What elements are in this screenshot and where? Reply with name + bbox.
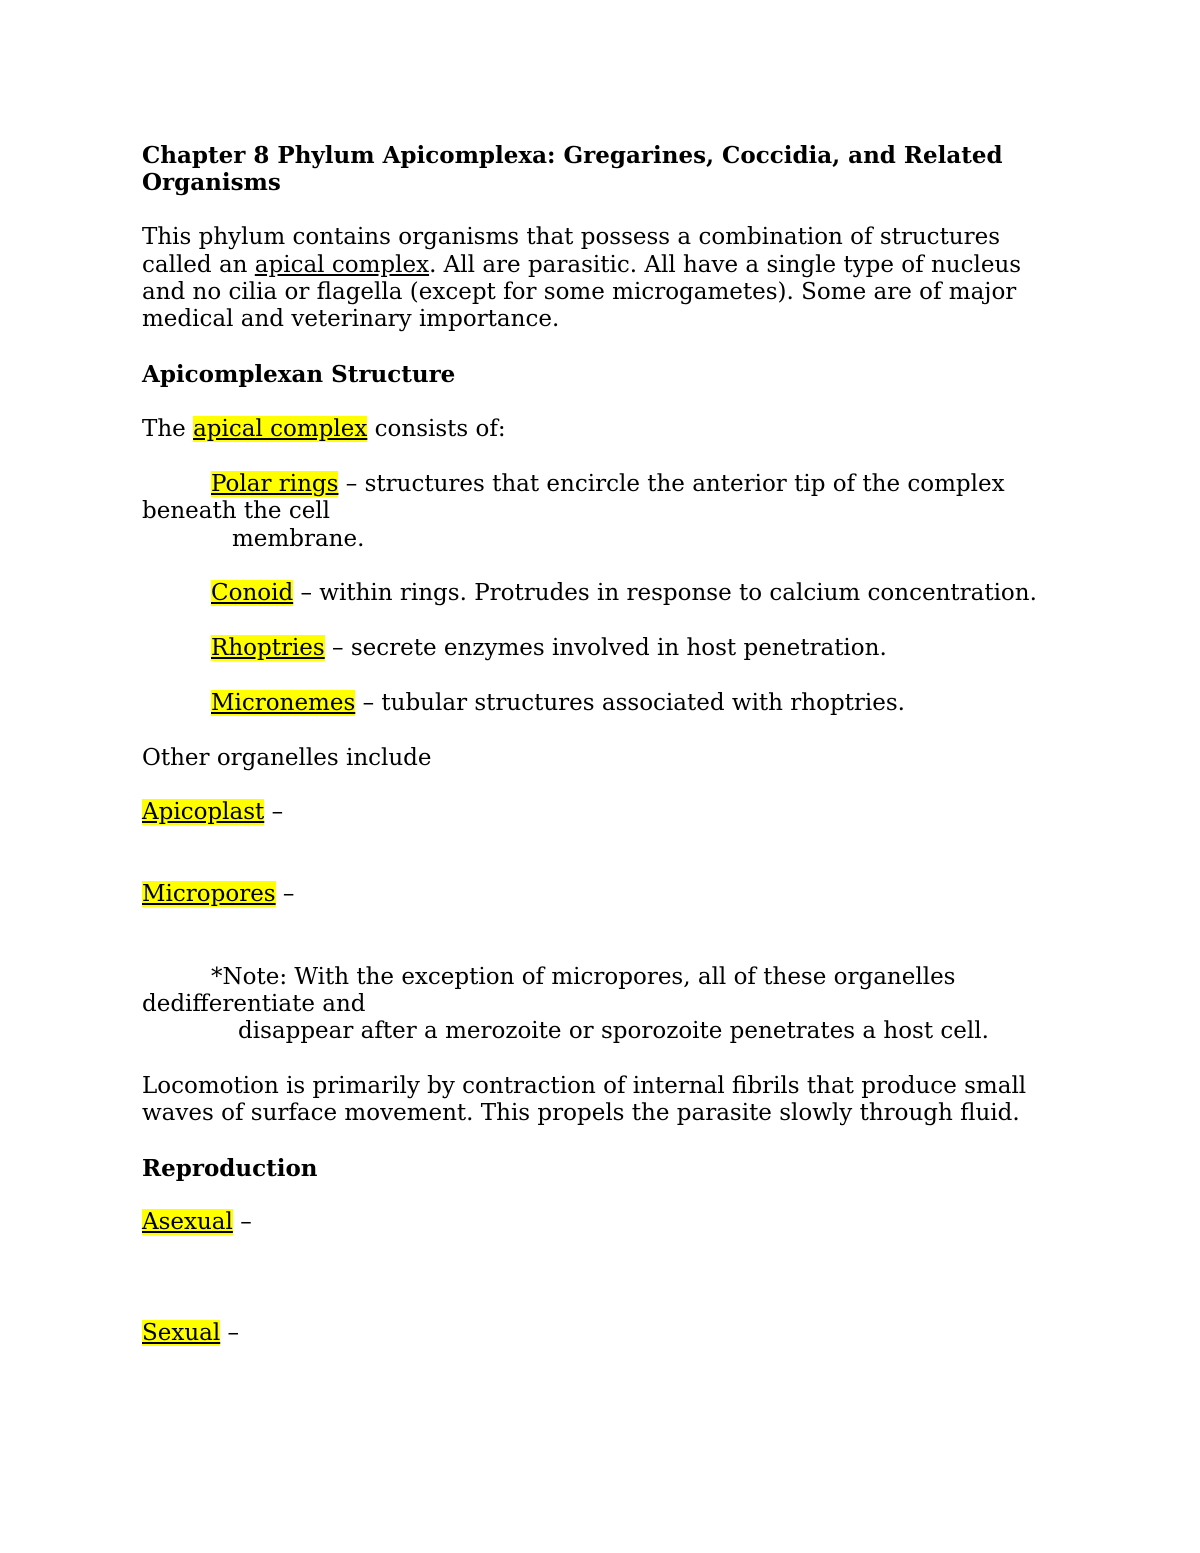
section-heading-reproduction: Reproduction: [142, 1155, 318, 1182]
apical-intro-pre: The: [142, 416, 194, 442]
apical-complex-highlight: apical complex: [193, 416, 368, 442]
rhoptries-definition: – secrete enzymes involved in host penetration.: [324, 635, 887, 661]
polar-rings-line-3: membrane.: [232, 526, 365, 552]
note-line-1: *Note: With the exception of micropores, all of these organelles: [211, 964, 956, 990]
section-heading-structure: Apicomplexan Structure: [142, 361, 456, 388]
polar-rings-term: Polar rings: [211, 471, 339, 497]
conoid-line: [211, 580, 1037, 607]
chapter-title-line-1: Chapter 8 Phylum Apicomplexa: Gregarines, Coccidia, and Related: [142, 142, 1003, 169]
micronemes-line: [211, 690, 905, 717]
locomotion-line-2: waves of surface movement. This propels the parasite slowly through fluid.: [142, 1100, 1020, 1126]
micropores-line: [142, 881, 294, 908]
note-line-3: disappear after a merozoite or sporozoite penetrates a host cell.: [238, 1018, 989, 1044]
apicoplast-dash: –: [264, 799, 284, 825]
intro-line-2: [142, 252, 1021, 279]
apical-complex-intro: [142, 416, 506, 443]
apical-intro-post: consists of:: [367, 416, 506, 442]
note-line-2: dedifferentiate and: [142, 991, 366, 1017]
apicoplast-term: Apicoplast: [142, 799, 265, 825]
intro-text: . All are parasitic. All have a single type of nucleus: [429, 252, 1022, 278]
conoid-definition: – within rings. Protrudes in response to calcium concentration.: [293, 580, 1037, 606]
micropores-term: Micropores: [142, 881, 276, 907]
other-organelles-line: Other organelles include: [142, 745, 432, 771]
micropores-dash: –: [275, 881, 295, 907]
chapter-title-line-2: Organisms: [142, 169, 281, 196]
conoid-term: Conoid: [211, 580, 294, 606]
intro-line-1: This phylum contains organisms that possess a combination of structures: [142, 224, 1001, 250]
asexual-line: [142, 1209, 252, 1236]
micronemes-definition: – tubular structures associated with rhoptries.: [355, 690, 905, 716]
sexual-line: [142, 1320, 239, 1347]
rhoptries-term: Rhoptries: [211, 635, 325, 661]
polar-rings-line-2: beneath the cell: [142, 498, 331, 524]
sexual-term: Sexual: [142, 1320, 221, 1346]
intro-line-4: medical and veterinary importance.: [142, 306, 560, 332]
apicoplast-line: [142, 799, 283, 826]
rhoptries-line: [211, 635, 887, 662]
locomotion-line-1: Locomotion is primarily by contraction of internal fibrils that produce small: [142, 1073, 1027, 1099]
polar-rings-definition: – structures that encircle the anterior tip of the complex: [338, 471, 1005, 497]
micronemes-term: Micronemes: [211, 690, 356, 716]
sexual-dash: –: [220, 1320, 240, 1346]
apical-complex-term: apical complex: [254, 252, 430, 278]
intro-text: called an: [142, 252, 255, 278]
asexual-term: Asexual: [142, 1209, 233, 1235]
polar-rings-line-1: [211, 471, 1005, 498]
asexual-dash: –: [232, 1209, 252, 1235]
intro-line-3: and no cilia or flagella (except for some microgametes). Some are of major: [142, 279, 1017, 305]
